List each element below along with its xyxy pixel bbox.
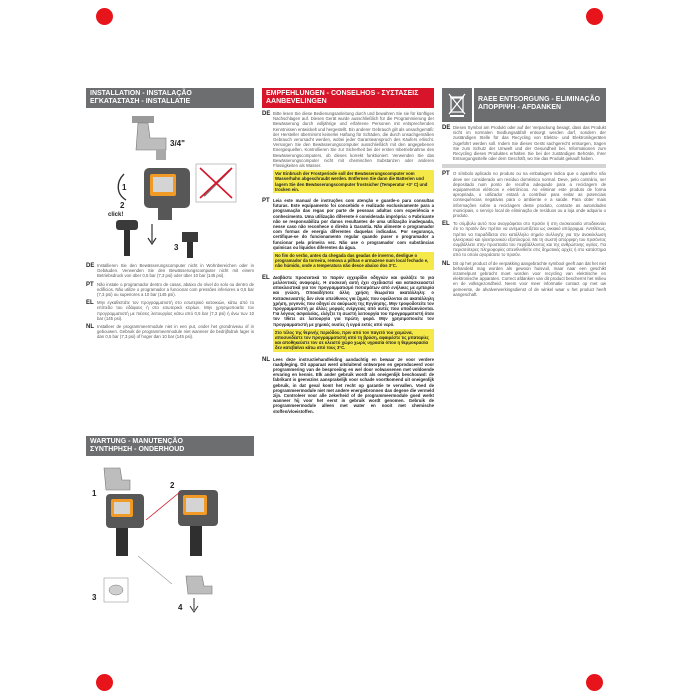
hose-2 [190, 526, 202, 556]
registration-mark-top-left [96, 8, 113, 25]
hose [124, 230, 130, 256]
divider [442, 164, 606, 168]
installation-drawing [86, 108, 254, 260]
crossed-bin-icon [442, 88, 472, 122]
lang-code: EL [262, 274, 270, 281]
disposal-block-de [442, 125, 606, 161]
install-block-de [86, 263, 254, 279]
hose [116, 528, 128, 556]
disposal-title [474, 88, 606, 122]
left-column [86, 88, 254, 614]
installation-header-line-2: ΕΓΚΑΤΑΣΤΑΣΗ - INSTALLATIE [90, 98, 191, 105]
installation-header-line-1: INSTALLATION - INSTALAÇÃO [90, 90, 192, 97]
controller-screen [153, 177, 173, 192]
filter-icon [109, 585, 123, 595]
guide-line [146, 492, 180, 520]
controller-screen-2 [186, 498, 204, 512]
installation-text [86, 263, 254, 340]
lang-code: PT [86, 281, 94, 288]
lang-text: O símbolo aplicado no produto ou na embalagem indica que o aparelho não deve ser considerado um resíduo doméstico normal. Deve, pelo contrário, ser depositado num ponto de recolha adequado para a reciclagem de equipamentos elétricos e eletrónicos. Ao eliminar este produto de forma apropriada, o utilizador estará a contribuir para evitar as potenciais consequências negativas para o ambiente e a saúde. Para obter mais informações sobre a reciclagem deste produto, contacte as autoridades municipais, o serviço local de eliminação de resíduos ou a loja onde adquiriu o produto. [453, 171, 606, 219]
install-block-pt [86, 282, 254, 298]
disposal-title-line-2: ΑΠΟΡΡΙΨΗ - AFDANKEN [478, 104, 562, 111]
lang-text: Dit op het product of de verpakking aangebrachte symbool geeft aan dat het niet behandeld mag worden als gewoon huisvuil, maar naar een geschikt inzamelpunt gebracht moet worden voor recycling van elektrische en elektronische apparaten. Correct afdanken van dit product beschermt het milieu en de volksgezondheid. Neem voor meer informatie contact op met uw gemeente, de afvalverwerkingsdienst of de winkel waar u het product heeft aangeschaft. [453, 260, 606, 297]
lang-text: Installeer de programmeermodule niet in een put, onder het grondniveau of in gebouwen. Gebruik de programmeermodule niet wanneer de bedrijfsdruk lager is dan 0,5 bar (7,3 psi) of hoger dan 10 bar (145 psi). [97, 324, 254, 340]
lang-text: Não instale o programador dentro de casas, abaixo do nível do solo ou dentro de edifícios. Não utilize o programador a funcionar com pressões inferiores a 0,5 bar (7,3 psi) ou superiores a 10 bar (145 psi). [97, 281, 254, 298]
maintenance-illustration [86, 460, 254, 614]
step-number-1: 1 [122, 183, 127, 192]
adapter-fitting [182, 232, 198, 242]
install-block-el [86, 300, 254, 321]
recommend-block-nl [262, 357, 434, 414]
faucet-body [104, 468, 130, 490]
frost-warning-note: No fim do verão, antes da chegada das geadas de inverno, desligue o programador da torneira, remova a pilhas e armazene num local fechado e, não húmido, onde a temperatura não desce abaixo dos 3°C. [273, 252, 434, 270]
recommendations-header-line-2: AANBEVELINGEN [266, 98, 327, 105]
disposal-title-line-1: RAEE ENTSORGUNG - ELIMINAÇÃO [478, 96, 601, 103]
lang-text: Installieren Sie den Bewässerungscomputer nicht in Wohnbereichen oder in Gebäuden. Verwenden Sie den Bewässerungscomputer nicht mit einem Betriebsdruck von über 0,5 bar (7,3 psi) oder über 10 bar (145 psi). [97, 263, 254, 279]
faucet-body [136, 123, 166, 150]
step-number-3: 3 [174, 243, 179, 252]
controller-screen [114, 502, 130, 514]
installation-illustration [86, 108, 254, 260]
hose-connector [116, 220, 138, 230]
recommend-block-pt [262, 198, 434, 272]
step-number-2: 2 [120, 201, 125, 210]
step-number-4: 4 [178, 603, 183, 612]
lang-code: EL [442, 221, 450, 228]
registration-mark-top-right [586, 8, 603, 25]
lang-text: Διαβάστε προσεκτικά το παρόν εγχειρίδιο οδηγιών και φυλάξτε το για μελλοντικές αναφορές. Η συσκευή αυτή έχει σχεδιαστεί και κατασκευαστεί αποκλειστικά για τον προγραμματισμό ποτισμάτων από ενήλικες με εμπειρία και γνώση. Οποιαδήποτε άλλη χρήση θεωρείται ακατάλληλη: ο Κατασκευαστής δεν είναι υπεύθυνος για ζημιές που οφείλονται σε ακατάλληλη χρήση, γεγονός που οδηγεί σε ακύρωση της Εγγύησης. Μην τροφοδοτείτε τον προγραμματιστή με άλλες μορφές ενέργειας από αυτές που υποδεικνύονται. Για λόγους ασφαλείας, ελέγξτε τη σωστή λειτουργία του προγραμματιστή όταν τον τίθετε σε λειτουργία για πρώτη φορά. Μην χρησιμοποιείτε τον προγραμματιστή με χημικές ουσίες ή υγρά εκτός από νερό. [273, 274, 434, 327]
tap-detail [186, 576, 212, 594]
maintenance-header-line-2: ΣΥΝΤΗΡΗΣΗ - ONDERHOUD [90, 446, 185, 453]
installation-header [86, 88, 254, 108]
click-label: click! [108, 212, 124, 218]
controller-outlet [158, 208, 172, 220]
down-arrow [148, 224, 156, 244]
registration-mark-bottom-right [586, 674, 603, 691]
manual-page [86, 88, 606, 614]
lang-text: Leia este manual de instruções com atenção e guarde-o para consultas futuras. Este equipamento foi concebido e realizado exclusivamente para a programação das regas por parte de pessoas adultas com experiência e conhecimento. Uma utilização diferente é considerada imprópria: o Fabricante não se responsabiliza por danos resultantes de uma utilização inadequada, nesse caso não reconhece o direito à Garantia. Não alimente o programador com formas de energia diferentes daquelas indicadas. Por segurança, certifique-se do funcionamento regular quando puser o programador a funcionar pela primeira vez. Não use o programador com substâncias químicas ou líquidos diferentes da água. [273, 198, 434, 250]
install-block-nl [86, 324, 254, 340]
frost-warning-note: Στο τέλος της θερινής περιόδου, πριν από τον παγετό του χειμώνα, αποσυνδέστε τον προγραμματιστή από τη βρύση, αφαιρέστε τις μπαταρίες και αποθηκεύστε τον σε κλειστό χώρο χωρίς υγρασία όπου η θερμοκρασία δεν κατεβαίνει κάτω από τους 3°C. [273, 329, 434, 352]
step-number-1: 1 [92, 489, 97, 498]
middle-column [262, 88, 434, 614]
recommend-block-de [262, 111, 434, 195]
registration-mark-bottom-left [96, 674, 113, 691]
frost-warning-note: Vor Einbruch der Frostperiode soll der Bewässerungscomputer vom Wasserhahn abgeschraubt werden. Entfernen Sie dann die Batterien und lagern Sie den Bewässerungscomputer frostsicher (Temperatur +3° C) und trocken ein. [273, 170, 434, 193]
step-number-2: 2 [170, 481, 175, 490]
lang-code: EL [86, 300, 94, 307]
lang-text: Bitte lesen Sie diese Bedienungsanleitung durch und bewahren Sie sie für künftiges Nachschlagen auf. Dieses Gerät wurde ausschließlich für die Programmierung der Bewässerung durch volljährige und erfahrene Personen mit entsprechenden Kenntnissen entwickelt und hergestellt. Ein anderer Gebrauch gilt als unsachgemäß: der Hersteller übernimmt keinerlei Haftung für Schäden, die durch unsachgemäßen Gebrauch verursacht werden, wobei jeder Garantieanspruch des Käufers erlischt. Versorgen Sie den Bewässerungscomputer ausschließlich mit den angegebenen Energiequellen. Kontrollieren Sie zur Sicherheit bei der ersten Inbetriebnahme des Bewässerungscomputers, ob dieses korrekt funktioniert. Verwenden Sie das Bewässerungscomputer nicht mit chemischen Substanzen oder anderen Flüssigkeiten als Wasser. [273, 111, 434, 169]
lang-code: PT [442, 171, 450, 178]
right-column [442, 88, 606, 614]
lang-code: PT [262, 198, 270, 205]
lang-code: NL [442, 260, 450, 267]
adapter-hose [187, 242, 193, 258]
recommendations-header [262, 88, 434, 108]
disposal-header [442, 88, 606, 122]
lang-code: DE [442, 125, 451, 131]
maintenance-drawing [86, 460, 254, 614]
lang-text: Lees deze instructiehandleiding aandachtig en bewaar ze voor verdere raadpleging. Dit apparaat werd uitsluitend ontworpen en geproduceerd voor programmering van de besproeiing en wel door volwassenen met voldoende ervaring en kennis. Elk ander gebruik wordt als oneigenlijk beschouwd: de fabrikant is geenszins aansprakelijk voor schade voortkomend uit oneigenlijk gebruik, in dat geval komt het recht op garantie te vervallen. Voed de programmeermodule niet met andere energiebronnen dan degene die vermeld zijn. Controleer voor alle zekerheid of de programmeermodule goed werkt wanneer hij voor het eerst in gebruik wordt genomen. Gebruik de programmeermodule alleen met water en nooit met chemische stoffen/vloeistoffen. [273, 356, 434, 414]
disposal-block-pt [442, 171, 606, 218]
maintenance-header [86, 436, 254, 456]
lang-code: DE [86, 263, 95, 269]
faucet-handle [132, 116, 154, 123]
lang-text: Μην εγκαθιστάτε τον προγραμματιστή στο εσωτερικό κατοικιών, κάτω από το επίπεδο του εδάφους ή στο εσωτερικό κτιρίων. Μην χρησιμοποιείτε τον προγραμματιστή με πιέσεις λειτουργίας κάτω από 0,5 bar (7,3 psi) ή άνω των 10 bar (145 psi). [97, 300, 254, 321]
lang-text: Το σύμβολο αυτό που αναγράφεται στο προϊόν ή στη συσκευασία υποδεικνύει ότι το προϊόν δεν πρέπει να αντιμετωπίζεται ως οικιακό απόρριμμα. Αντιθέτως, πρέπει να παραδίδεται στο κατάλληλο σημείο συλλογής για την ανακύκλωση ηλεκτρικού και ηλεκτρονικού εξοπλισμού. Με τη σωστή απόρριψη του προϊόντος συμβάλλετε στην προστασία του περιβάλλοντος και της ανθρώπινης υγείας. Για περισσότερες πληροφορίες απευθυνθείτε στις δημοτικές αρχές ή στο κατάστημα από το οποίο αγοράσατε το προϊόν. [453, 221, 606, 258]
faucet-spout [156, 150, 166, 160]
recommend-block-el [262, 275, 434, 354]
lang-code: NL [86, 324, 94, 331]
lang-text: Dieses Symbol am Produkt oder auf der Verpackung besagt, dass das Produkt nicht im normalen Siedlungsabfall entsorgt werden darf, sondern der zuständigen Stelle für das Recycling von Elektro- und Elektronikgeräten zugeführt werden soll. Indem Sie dieses Gerät sachgerecht entsorgen, tragen Sie zum Schutz der Umwelt und der Gesundheit bei. Informationen zum Recycling dieses Produktes erhalten Sie bei der zuständigen Behörde, Ihrer Entsorgungsstelle oder dem Geschäft, wo Sie das Produkt gekauft haben. [453, 125, 606, 162]
down-arrow [190, 598, 198, 612]
lang-code: DE [262, 111, 271, 117]
disposal-block-el [442, 221, 606, 257]
disposal-block-nl [442, 261, 606, 297]
thread-size-label: 3/4" [170, 139, 185, 148]
recommendations-header-line-1: EMPFEHLUNGEN - CONSELHOS - ΣΥΣΤΑΣΕΙΣ [266, 90, 419, 97]
maintenance-header-line-1: WARTUNG - MANUTENÇÃO [90, 438, 183, 445]
lang-code: NL [262, 356, 270, 363]
step-number-3: 3 [92, 593, 97, 602]
